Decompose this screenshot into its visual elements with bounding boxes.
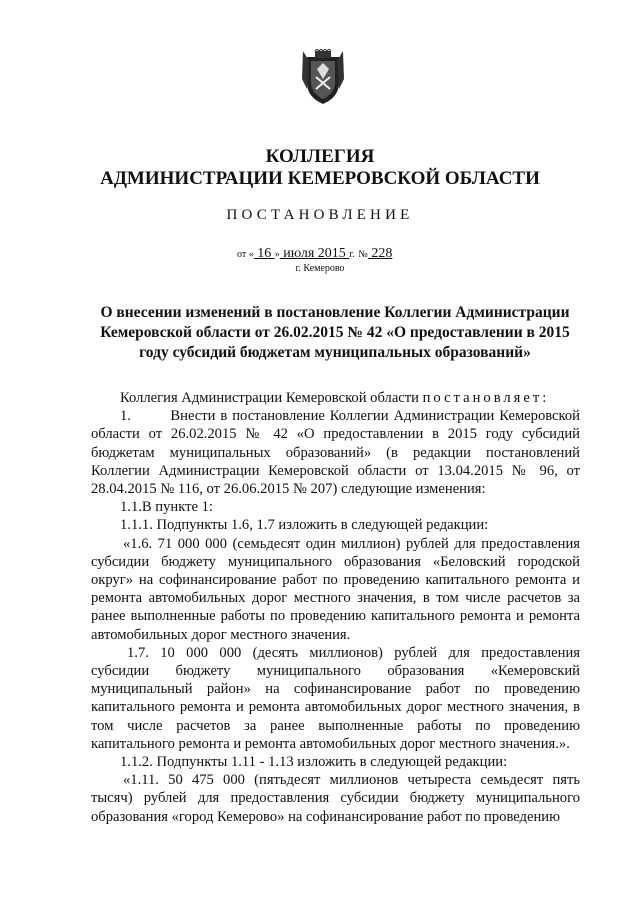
date-prefix: от « [237,249,254,260]
document-title: О внесении изменений в постановление Коллегии Администрации Кемеровской области от 26.02.2015 № 42 «О предоставлении в 2015 году субсидий бюджетам муниципальных образований» [100,304,570,361]
city: г. Кемерово [295,263,345,274]
intro-lead: Коллегия Администрации Кемеровской области [120,390,423,406]
intro-resolves: постановляет: [422,390,550,406]
paragraph-1-6: «1.6. 71 000 000 (семьдесят один миллион) рублей для предоставления субсидии бюджету муниципального образования «Беловский городской округ» на софинансирование работ по проведению капитального ремонта и ремонта автомобильных дорог местного значения, в том числе расчетов за ранее выполненные работы по проведению капитального ремонта и ремонта автомобильных дорог местного значения. [91,535,580,643]
paragraph-1-1-2: 1.1.2. Подпункты 1.11 - 1.13 изложить в следующей редакции: [120,754,508,771]
intro-paragraph [91,389,580,407]
document-type: ПОСТАНОВЛЕНИЕ [226,207,414,223]
paragraph-1-11: «1.11. 50 475 000 (пятьдесят миллионов четыреста семьдесят пять тысяч) рублей для предоставления субсидии бюджету муниципального образования «город Кемерово» на софинансирование работ по проведению [91,772,580,825]
document-body [91,389,580,826]
coat-of-arms-emblem [301,49,345,107]
paragraph-1: 1. Внести в постановление Коллегии Администрации Кемеровской области от 26.02.2015 № 42 «О предоставлении в 2015 году субсидий бюджетам муниципальных образований» (в редакции постановлений Коллегии Администрации Кемеровской области от 13.04.2015 № 96, от 28.04.2015 № 116, от 26.06.2015 № 207) следующие изменения: [91,408,580,498]
date-month-year: июля 2015 [279,246,350,261]
date-number-line [237,246,392,262]
number-sign: № [358,249,368,260]
year-suffix: г. [349,249,355,260]
date-day: 16 [253,246,275,261]
organization-name-line1: КОЛЛЕГИЯ [265,146,375,167]
document-number: 228 [367,246,393,261]
paragraph-1-1-1: 1.1.1. Подпункты 1.6, 1.7 изложить в следующей редакции: [120,517,489,534]
paragraph-1-1: 1.1.В пункте 1: [120,499,213,516]
date-close-quote: » [274,249,280,260]
paragraph-1-7: 1.7. 10 000 000 (десять миллионов) рублей для предоставления субсидии бюджету муниципального образования «Кемеровский муниципальный район» на софинансирование работ по проведению капитального ремонта и ремонта автомобильных дорог местного значения, в том числе расчетов за ранее выполненные работы по проведению капитального ремонта и ремонта автомобильных дорог местного значения.». [91,644,580,752]
organization-name-line2: АДМИНИСТРАЦИИ КЕМЕРОВСКОЙ ОБЛАСТИ [100,168,540,189]
